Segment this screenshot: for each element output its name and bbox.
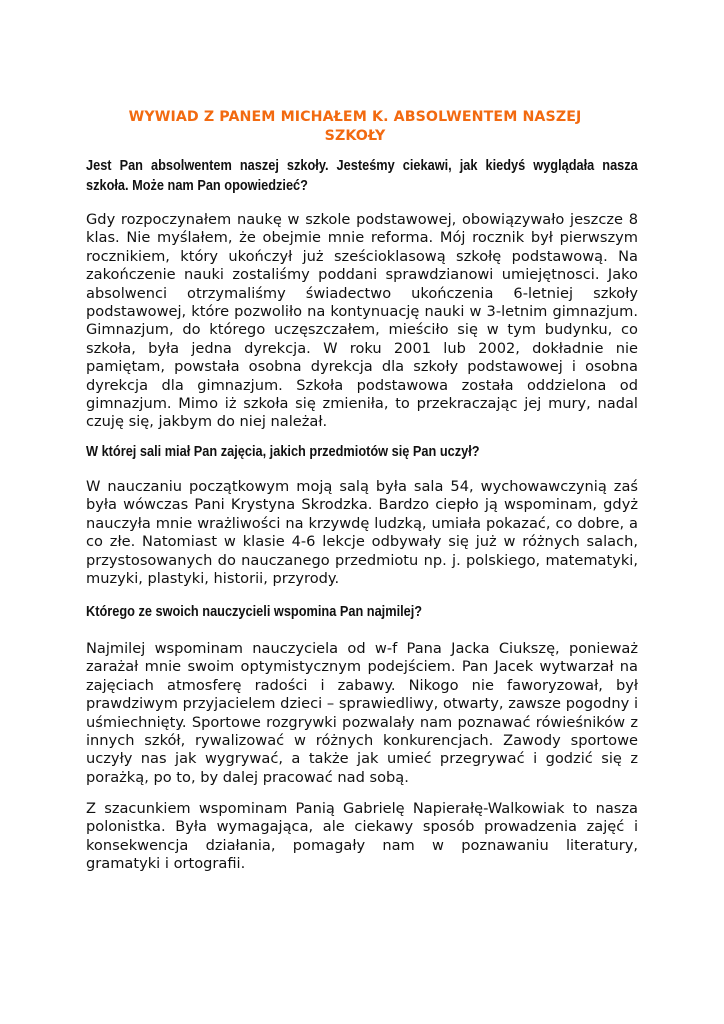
interview-answer-3b: Z szacunkiem wspominam Panią Gabrielę Napierałę-Walkowiak to nasza polonistka. Była wymagająca, ale ciekawy sposób prowadzenia zajęć i konsekwencja działania, pomagały nam w poznawaniu literatury, gramatyki i ortografii. — [86, 800, 638, 873]
document-title: WYWIAD Z PANEM MICHAŁEM K. ABSOLWENTEM NASZEJ SZKOŁY — [128, 109, 582, 144]
interview-answer-2: W nauczaniu początkowym moją salą była sala 54, wychowawczynią zaś była wówczas Pani Krystyna Skrodzka. Bardzo ciepło ją wspominam, gdyż nauczyła mnie wrażliwości na krzywdę ludzką, umiała pokazać, co dobre, a co złe. Natomiast w klasie 4-6 lekcje odbywały się już w różnych salach, przystosowanych do nauczanego przedmiotu np. j. polskiego, matematyki, muzyki, plastyki, historii, przyrody. — [86, 478, 638, 588]
interview-question-2: W której sali miał Pan zajęcia, jakich przedmiotów się Pan uczył? — [86, 444, 480, 460]
interview-answer-3a: Najmilej wspominam nauczyciela od w-f Pana Jacka Ciukszę, ponieważ zarażał mnie swoim optymistycznym podejściem. Pan Jacek wytwarzał na zajęciach atmosferę radości i zabawy. Nikogo nie faworyzował, był prawdziwym przyjacielem dzieci – sprawiedliwy, otwarty, zawsze pogodny i uśmiechnięty. Sportowe rozgrywki pozwalały nam poznawać rówieśników z innych szkół, rywalizować w różnych konkurencjach. Zawody sportowe uczyły nas jak wygrywać, a także jak umieć przegrywać i godzić się z porażką, po to, by dalej pracować nad sobą. — [86, 640, 638, 786]
interview-question-3: Którego ze swoich nauczycieli wspomina Pan najmilej? — [86, 604, 423, 620]
interview-answer-1: Gdy rozpoczynałem naukę w szkole podstawowej, obowiązywało jeszcze 8 klas. Nie myślałem, że obejmie mnie reforma. Mój rocznik był pierwszym rocznikiem, który ukończył już sześcioklasową szkołę podstawową. Na zakończenie nauki zostaliśmy poddani sprawdzianowi umiejętnosci. Jako absolwenci otrzymaliśmy świadectwo ukończenia 6-letniej szkoły podstawowej, które pozwoliło na kontynuację nauki w 3-letnim gimnazjum. Gimnazjum, do którego uczęszczałem, mieściło się w tym budynku, co szkoła, była jedna dyrekcja. W roku 2001 lub 2002, dokładnie nie pamiętam, powstała osobna dyrekcja dla szkoły podstawowej i osobna dyrekcja dla gimnazjum. Szkoła podstawowa została oddzielona od gimnazjum. Mimo iż szkoła się zmieniła, to przekraczając jej mury, nadal czuję się, jakbym do niej należał. — [86, 211, 638, 431]
interview-question-1: Jest Pan absolwentem naszej szkoły. Jesteśmy ciekawi, jak kiedyś wyglądała nasza szkoła. Może nam Pan opowiedzieć? — [86, 158, 638, 194]
